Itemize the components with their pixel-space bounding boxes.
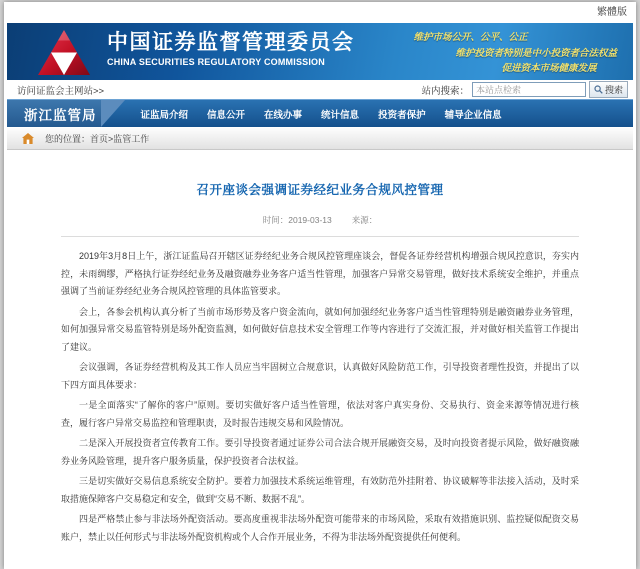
traditional-chinese-link[interactable]: 繁體版 (597, 7, 627, 18)
slogan-line: 维护市场公开、公平、公正 (413, 32, 528, 43)
nav-item-bureau-intro[interactable]: 证监局介绍 (140, 109, 189, 121)
slogan-line: 促进资本市场健康发展 (501, 63, 597, 74)
article-paragraph: 一是全面落实“了解你的客户”原则。要切实做好客户适当性管理，依法对客户真实身份、交易执行、资金来源等情况进行核查，履行客户异常交易监控和管理职责，及时报告违规交易和风险情况。 (61, 400, 579, 428)
meta-time-value: 2019-03-13 (288, 215, 332, 225)
article-meta (61, 214, 579, 237)
org-title-block (107, 31, 355, 67)
search-button[interactable] (589, 81, 628, 98)
org-name-cn: 中国证券监督管理委员会 (107, 31, 355, 54)
main-site-link[interactable]: 访问证监会主网站>> (17, 85, 105, 97)
site-banner (7, 23, 633, 80)
main-nav (7, 99, 633, 127)
org-name-en: CHINA SECURITIES REGULATORY COMMISSION (107, 57, 325, 67)
article (4, 150, 636, 569)
search-icon (594, 85, 603, 94)
search-button-label: 搜索 (604, 85, 623, 95)
nav-item-info-disclosure[interactable]: 信息公开 (207, 109, 246, 121)
nav-item-guidance-companies[interactable]: 辅导企业信息 (444, 109, 502, 121)
breadcrumb-path[interactable]: 首页>监管工作 (90, 134, 150, 144)
site-search (421, 81, 628, 98)
bureau-tab[interactable]: 浙江监管局 (7, 100, 101, 127)
article-paragraph: 四是严格禁止参与非法场外配资活动。要高度重视非法场外配资可能带来的市场风险，采取有效措施识别、监控疑似配资交易账户，禁止以任何形式与非法场外配资机构或个人合作开展业务，不得为非法场外配资提供任何便利。 (61, 514, 579, 542)
breadcrumb-prefix: 您的位置： (45, 134, 91, 144)
home-icon[interactable] (22, 133, 34, 144)
article-title: 召开座谈会强调证券经纪业务合规风控管理 (196, 183, 444, 197)
csrc-logo-icon (37, 29, 91, 80)
article-paragraph: 二是深入开展投资者宣传教育工作。要引导投资者通过证券公司合法合规开展融资交易，及时向投资者提示风险，做好融资融券业务风险管理，提升客户服务质量，保护投资者合法权益。 (61, 438, 579, 466)
nav-item-online-services[interactable]: 在线办事 (264, 109, 303, 121)
banner-slogans (413, 30, 617, 77)
nav-items (141, 107, 502, 121)
meta-source-label: 来源： (351, 215, 378, 225)
slogan-line: 维护投资者特别是中小投资者合法权益 (455, 47, 617, 59)
breadcrumb (7, 127, 633, 150)
search-input[interactable] (472, 82, 586, 97)
article-paragraph: 2019年3月8日上午，浙江证监局召开辖区证券经纪业务合规风控管理座谈会，督促各证券经营机构增强合规风控意识，夯实内控，未雨绸缪，严格执行证券经纪业务及融资融券业务客户适当性管理，加强客户异常交易管理，做好技术系统安全维护，并重点强调了当前证券经纪业务合规风控管理的具体监管要求。 (61, 251, 579, 296)
article-paragraph: 会上，各参会机构认真分析了当前市场形势及客户资金流向，就如何加强经纪业务客户适当性管理特别是融资融券业务管理，如何加强异常交易监管特别是场外配资监测，如何做好信息技术安全管理工作等内容进行了交流汇报，并对做好相关监管工作提出了建议。 (61, 306, 579, 352)
nav-item-investor-protection[interactable]: 投资者保护 (378, 109, 426, 121)
meta-time-label: 时间： (262, 215, 289, 225)
top-strip (4, 2, 636, 23)
nav-item-statistics[interactable]: 统计信息 (321, 109, 360, 121)
bureau-tab-wedge (101, 100, 125, 127)
article-paragraph: 三是切实做好交易信息系统安全防护。要着力加强技术系统运维管理，有效防范外挂附着、协议破解等非法接入活动，及时采取措施保障客户交易稳定和安全，做到“交易不断、数据不乱”。 (61, 476, 579, 504)
article-paragraph: 会议强调，各证券经营机构及其工作人员应当牢固树立合规意识，认真做好风险防范工作，引导投资者理性投资，并提出了以下四方面具体要求： (61, 362, 579, 390)
search-label: 站内搜索： (421, 85, 469, 97)
article-body (61, 237, 579, 546)
utility-bar (4, 80, 636, 99)
page-container (4, 2, 636, 569)
